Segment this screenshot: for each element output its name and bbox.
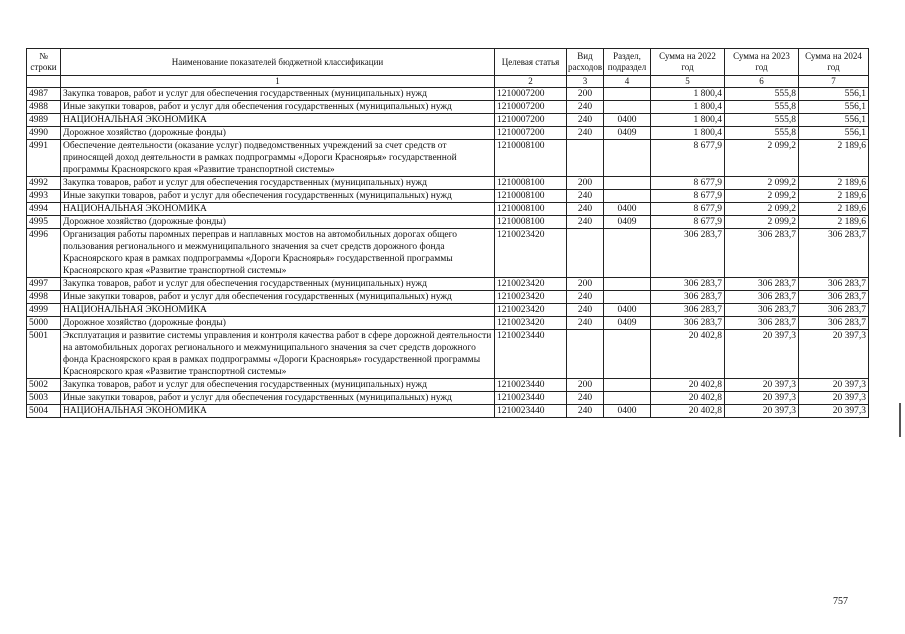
row-number: 4998 bbox=[27, 291, 61, 304]
scan-edge-mark bbox=[899, 403, 901, 437]
sum-2024: 306 283,7 bbox=[799, 304, 869, 317]
column-number-row bbox=[27, 76, 869, 88]
indicator-name: НАЦИОНАЛЬНАЯ ЭКОНОМИКА bbox=[61, 405, 495, 418]
sum-2022: 306 283,7 bbox=[651, 291, 725, 304]
table-row bbox=[27, 304, 869, 317]
section-code: 0400 bbox=[604, 114, 651, 127]
table-row bbox=[27, 216, 869, 229]
section-code bbox=[604, 229, 651, 278]
sum-2023: 306 283,7 bbox=[725, 291, 799, 304]
expense-kind: 200 bbox=[567, 177, 604, 190]
column-number: 3 bbox=[567, 76, 604, 88]
sum-2024: 556,1 bbox=[799, 101, 869, 114]
sum-2022: 20 402,8 bbox=[651, 405, 725, 418]
row-number: 5002 bbox=[27, 379, 61, 392]
target-article: 1210007200 bbox=[495, 101, 567, 114]
row-number: 4995 bbox=[27, 216, 61, 229]
sum-2024: 20 397,3 bbox=[799, 405, 869, 418]
expense-kind: 240 bbox=[567, 190, 604, 203]
sum-2022: 1 800,4 bbox=[651, 101, 725, 114]
section-code bbox=[604, 379, 651, 392]
section-code bbox=[604, 88, 651, 101]
target-article: 1210023420 bbox=[495, 278, 567, 291]
table-row bbox=[27, 317, 869, 330]
sum-2024: 2 189,6 bbox=[799, 190, 869, 203]
sum-2022: 306 283,7 bbox=[651, 317, 725, 330]
section-code bbox=[604, 392, 651, 405]
indicator-name: Иные закупки товаров, работ и услуг для обеспечения государственных (муниципальных) нужд bbox=[61, 291, 495, 304]
section-code bbox=[604, 140, 651, 177]
column-number: 2 bbox=[495, 76, 567, 88]
sum-2022: 8 677,9 bbox=[651, 140, 725, 177]
column-number: 6 bbox=[725, 76, 799, 88]
indicator-name: НАЦИОНАЛЬНАЯ ЭКОНОМИКА bbox=[61, 114, 495, 127]
indicator-name: Иные закупки товаров, работ и услуг для обеспечения государственных (муниципальных) нужд bbox=[61, 101, 495, 114]
column-number: 5 bbox=[651, 76, 725, 88]
sum-2022: 20 402,8 bbox=[651, 392, 725, 405]
sum-2023: 20 397,3 bbox=[725, 392, 799, 405]
indicator-name: Дорожное хозяйство (дорожные фонды) bbox=[61, 216, 495, 229]
column-number: 1 bbox=[61, 76, 495, 88]
sum-2024: 556,1 bbox=[799, 127, 869, 140]
sum-2024: 306 283,7 bbox=[799, 229, 869, 278]
expense-kind: 200 bbox=[567, 379, 604, 392]
sum-2024: 306 283,7 bbox=[799, 317, 869, 330]
sum-2022: 1 800,4 bbox=[651, 114, 725, 127]
indicator-name: Закупка товаров, работ и услуг для обеспечения государственных (муниципальных) нужд bbox=[61, 177, 495, 190]
sum-2023: 555,8 bbox=[725, 114, 799, 127]
header-expense-kind: Вид расходов bbox=[567, 49, 604, 76]
sum-2023: 555,8 bbox=[725, 88, 799, 101]
sum-2022: 8 677,9 bbox=[651, 203, 725, 216]
table-row bbox=[27, 127, 869, 140]
header-target-article: Целевая статья bbox=[495, 49, 567, 76]
column-number: 7 bbox=[799, 76, 869, 88]
sum-2024: 2 189,6 bbox=[799, 177, 869, 190]
target-article: 1210008100 bbox=[495, 177, 567, 190]
page-number: 757 bbox=[833, 596, 848, 607]
section-code: 0400 bbox=[604, 405, 651, 418]
sum-2023: 20 397,3 bbox=[725, 405, 799, 418]
expense-kind: 240 bbox=[567, 317, 604, 330]
table-row bbox=[27, 101, 869, 114]
target-article: 1210023420 bbox=[495, 291, 567, 304]
sum-2024: 20 397,3 bbox=[799, 379, 869, 392]
sum-2023: 20 397,3 bbox=[725, 379, 799, 392]
table-row bbox=[27, 88, 869, 101]
sum-2023: 555,8 bbox=[725, 101, 799, 114]
table-row bbox=[27, 229, 869, 278]
row-number: 4992 bbox=[27, 177, 61, 190]
row-number: 4999 bbox=[27, 304, 61, 317]
row-number: 5000 bbox=[27, 317, 61, 330]
row-number: 4993 bbox=[27, 190, 61, 203]
row-number: 4990 bbox=[27, 127, 61, 140]
row-number: 4988 bbox=[27, 101, 61, 114]
section-code: 0409 bbox=[604, 216, 651, 229]
table-row bbox=[27, 405, 869, 418]
indicator-name: Иные закупки товаров, работ и услуг для обеспечения государственных (муниципальных) нужд bbox=[61, 190, 495, 203]
row-number: 4987 bbox=[27, 88, 61, 101]
row-number: 4996 bbox=[27, 229, 61, 278]
row-number: 4997 bbox=[27, 278, 61, 291]
expense-kind: 240 bbox=[567, 127, 604, 140]
table-row bbox=[27, 140, 869, 177]
section-code: 0400 bbox=[604, 304, 651, 317]
indicator-name: Эксплуатация и развитие системы управления и контроля качества работ в сфере дорожной деятельности на автомобильных дорогах регионального и межмуниципального значения за счет средств дорожного фонда Красноярского края в рамках подпрограммы «Дороги Красноярья» государственной программы Красноярского края «Развитие транспортной системы» bbox=[61, 330, 495, 379]
sum-2023: 555,8 bbox=[725, 127, 799, 140]
indicator-name: НАЦИОНАЛЬНАЯ ЭКОНОМИКА bbox=[61, 304, 495, 317]
budget-table bbox=[26, 48, 869, 418]
section-code bbox=[604, 101, 651, 114]
section-code: 0400 bbox=[604, 203, 651, 216]
table-row bbox=[27, 203, 869, 216]
sum-2023: 306 283,7 bbox=[725, 317, 799, 330]
header-sum-2022: Сумма на 2022 год bbox=[651, 49, 725, 76]
section-code: 0409 bbox=[604, 127, 651, 140]
target-article: 1210023440 bbox=[495, 330, 567, 379]
sum-2024: 2 189,6 bbox=[799, 216, 869, 229]
header-row bbox=[27, 49, 869, 76]
expense-kind: 200 bbox=[567, 88, 604, 101]
target-article: 1210023440 bbox=[495, 379, 567, 392]
sum-2023: 306 283,7 bbox=[725, 229, 799, 278]
expense-kind: 200 bbox=[567, 278, 604, 291]
table-row bbox=[27, 291, 869, 304]
table-row bbox=[27, 190, 869, 203]
header-section: Раздел, подраздел bbox=[604, 49, 651, 76]
indicator-name: Закупка товаров, работ и услуг для обеспечения государственных (муниципальных) нужд bbox=[61, 379, 495, 392]
table-row bbox=[27, 278, 869, 291]
row-number: 5004 bbox=[27, 405, 61, 418]
table-row bbox=[27, 392, 869, 405]
sum-2022: 20 402,8 bbox=[651, 330, 725, 379]
row-number: 4994 bbox=[27, 203, 61, 216]
sum-2022: 8 677,9 bbox=[651, 190, 725, 203]
row-number: 5003 bbox=[27, 392, 61, 405]
table-row bbox=[27, 114, 869, 127]
expense-kind: 240 bbox=[567, 101, 604, 114]
table-row bbox=[27, 330, 869, 379]
indicator-name: НАЦИОНАЛЬНАЯ ЭКОНОМИКА bbox=[61, 203, 495, 216]
sum-2023: 20 397,3 bbox=[725, 330, 799, 379]
sum-2023: 2 099,2 bbox=[725, 190, 799, 203]
expense-kind: 240 bbox=[567, 291, 604, 304]
sum-2024: 20 397,3 bbox=[799, 330, 869, 379]
section-code bbox=[604, 177, 651, 190]
expense-kind bbox=[567, 229, 604, 278]
target-article: 1210008100 bbox=[495, 203, 567, 216]
target-article: 1210008100 bbox=[495, 216, 567, 229]
target-article: 1210007200 bbox=[495, 114, 567, 127]
sum-2022: 306 283,7 bbox=[651, 304, 725, 317]
expense-kind: 240 bbox=[567, 405, 604, 418]
row-number: 5001 bbox=[27, 330, 61, 379]
indicator-name: Организация работы паромных переправ и наплавных мостов на автомобильных дорогах общего пользования регионального и межмуниципального значения за счет средств дорожного фонда Красноярского края в рамках подпрограммы «Дороги Красноярья» государственной программы Красноярского края «Развитие транспортной системы» bbox=[61, 229, 495, 278]
row-number: 4991 bbox=[27, 140, 61, 177]
sum-2022: 20 402,8 bbox=[651, 379, 725, 392]
sum-2023: 2 099,2 bbox=[725, 216, 799, 229]
sum-2023: 306 283,7 bbox=[725, 278, 799, 291]
sum-2022: 1 800,4 bbox=[651, 88, 725, 101]
sum-2023: 2 099,2 bbox=[725, 203, 799, 216]
section-code bbox=[604, 291, 651, 304]
indicator-name: Обеспечение деятельности (оказание услуг) подведомственных учреждений за счет средств от приносящей доход деятельности в рамках подпрограммы «Дороги Красноярья» государственной программы Красноярского края «Развитие транспортной системы» bbox=[61, 140, 495, 177]
indicator-name: Иные закупки товаров, работ и услуг для обеспечения государственных (муниципальных) нужд bbox=[61, 392, 495, 405]
column-number: 4 bbox=[604, 76, 651, 88]
column-number bbox=[27, 76, 61, 88]
sum-2024: 556,1 bbox=[799, 88, 869, 101]
target-article: 1210023420 bbox=[495, 304, 567, 317]
header-sum-2023: Сумма на 2023 год bbox=[725, 49, 799, 76]
sum-2022: 306 283,7 bbox=[651, 278, 725, 291]
expense-kind: 240 bbox=[567, 216, 604, 229]
row-number: 4989 bbox=[27, 114, 61, 127]
sum-2024: 556,1 bbox=[799, 114, 869, 127]
sum-2024: 306 283,7 bbox=[799, 291, 869, 304]
section-code bbox=[604, 278, 651, 291]
table-body bbox=[27, 88, 869, 418]
target-article: 1210007200 bbox=[495, 127, 567, 140]
target-article: 1210023440 bbox=[495, 405, 567, 418]
section-code bbox=[604, 190, 651, 203]
sum-2024: 20 397,3 bbox=[799, 392, 869, 405]
sum-2022: 306 283,7 bbox=[651, 229, 725, 278]
target-article: 1210008100 bbox=[495, 190, 567, 203]
sum-2022: 8 677,9 bbox=[651, 216, 725, 229]
indicator-name: Дорожное хозяйство (дорожные фонды) bbox=[61, 317, 495, 330]
expense-kind bbox=[567, 140, 604, 177]
target-article: 1210007200 bbox=[495, 88, 567, 101]
expense-kind: 240 bbox=[567, 114, 604, 127]
target-article: 1210008100 bbox=[495, 140, 567, 177]
indicator-name: Закупка товаров, работ и услуг для обеспечения государственных (муниципальных) нужд bbox=[61, 278, 495, 291]
sum-2023: 2 099,2 bbox=[725, 177, 799, 190]
indicator-name: Закупка товаров, работ и услуг для обеспечения государственных (муниципальных) нужд bbox=[61, 88, 495, 101]
target-article: 1210023420 bbox=[495, 317, 567, 330]
target-article: 1210023440 bbox=[495, 392, 567, 405]
sum-2024: 2 189,6 bbox=[799, 140, 869, 177]
sum-2024: 306 283,7 bbox=[799, 278, 869, 291]
indicator-name: Дорожное хозяйство (дорожные фонды) bbox=[61, 127, 495, 140]
table-row bbox=[27, 379, 869, 392]
expense-kind: 240 bbox=[567, 392, 604, 405]
header-row-number: № строки bbox=[27, 49, 61, 76]
header-indicator-name: Наименование показателей бюджетной классификации bbox=[61, 49, 495, 76]
sum-2022: 1 800,4 bbox=[651, 127, 725, 140]
section-code bbox=[604, 330, 651, 379]
header-sum-2024: Сумма на 2024 год bbox=[799, 49, 869, 76]
sum-2022: 8 677,9 bbox=[651, 177, 725, 190]
target-article: 1210023420 bbox=[495, 229, 567, 278]
table-row bbox=[27, 177, 869, 190]
sum-2023: 2 099,2 bbox=[725, 140, 799, 177]
expense-kind: 240 bbox=[567, 304, 604, 317]
expense-kind: 240 bbox=[567, 203, 604, 216]
sum-2023: 306 283,7 bbox=[725, 304, 799, 317]
expense-kind bbox=[567, 330, 604, 379]
sum-2024: 2 189,6 bbox=[799, 203, 869, 216]
section-code: 0409 bbox=[604, 317, 651, 330]
